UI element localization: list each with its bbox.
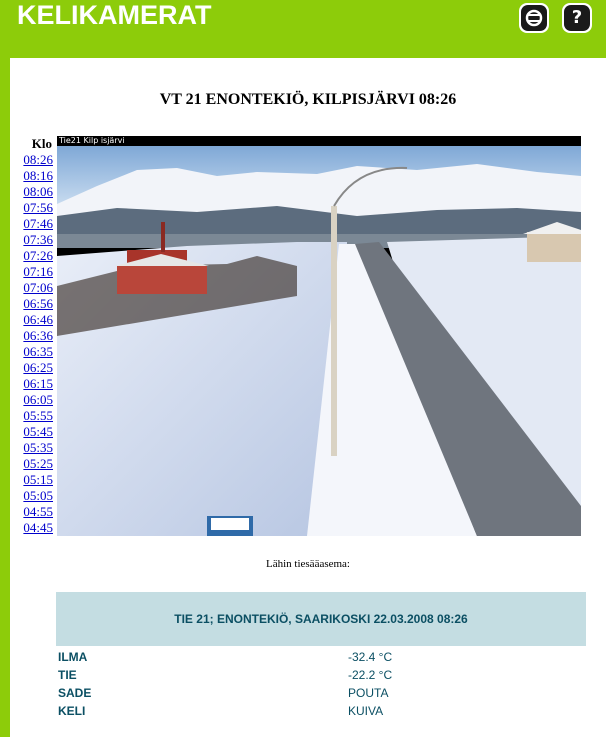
weather-row — [56, 702, 586, 720]
time-link[interactable]: 05:45 — [23, 424, 53, 439]
weather-label: KELI — [58, 704, 86, 718]
time-link[interactable]: 04:45 — [23, 520, 53, 535]
settings-icon[interactable] — [519, 3, 549, 33]
weather-label: SADE — [58, 686, 92, 700]
time-link[interactable]: 07:26 — [23, 248, 53, 263]
time-link[interactable]: 05:55 — [23, 408, 53, 423]
time-link[interactable]: 06:05 — [23, 392, 53, 407]
content-panel — [10, 58, 606, 737]
camera-caption: Tie21 Kilp isjärvi — [57, 136, 581, 146]
weather-value: POUTA — [348, 686, 389, 700]
weather-row — [56, 684, 586, 702]
weather-label: TIE — [58, 668, 77, 682]
time-link[interactable]: 07:16 — [23, 264, 53, 279]
time-link[interactable]: 07:36 — [23, 232, 53, 247]
time-list-header: Klo — [31, 136, 52, 151]
camera-scene — [57, 146, 581, 536]
weather-value: -22.2 °C — [348, 668, 393, 682]
header-bar — [0, 0, 606, 58]
weather-row — [56, 648, 586, 666]
time-list — [19, 152, 53, 536]
camera-image — [57, 136, 581, 536]
station-header: TIE 21; ENONTEKIÖ, SAARIKOSKI 22.03.2008 08:26 — [56, 592, 586, 646]
time-link[interactable]: 08:16 — [23, 168, 53, 183]
time-link[interactable]: 06:56 — [23, 296, 53, 311]
time-link[interactable]: 05:35 — [23, 440, 53, 455]
time-link[interactable]: 08:06 — [23, 184, 53, 199]
weather-value: -32.4 °C — [348, 650, 393, 664]
help-icon[interactable] — [562, 3, 592, 33]
help-glyph: ? — [564, 5, 590, 31]
weather-value: KUIVA — [348, 704, 384, 718]
time-link[interactable]: 07:56 — [23, 200, 53, 215]
page-title: VT 21 ENONTEKIÖ, KILPISJÄRVI 08:26 — [159, 91, 457, 108]
time-link[interactable]: 05:25 — [23, 456, 53, 471]
time-link[interactable]: 04:55 — [23, 504, 53, 519]
time-link[interactable]: 06:46 — [23, 312, 53, 327]
time-link[interactable]: 07:46 — [23, 216, 53, 231]
time-link[interactable]: 06:35 — [23, 344, 53, 359]
time-link[interactable]: 06:36 — [23, 328, 53, 343]
time-link[interactable]: 08:26 — [23, 152, 53, 167]
site-logo[interactable]: KELIKAMERAT — [17, 0, 212, 30]
nearest-station-label: Lähin tiesääasema: — [266, 558, 350, 570]
weather-observations — [56, 648, 586, 720]
time-link[interactable]: 07:06 — [23, 280, 53, 295]
weather-label: ILMA — [58, 650, 88, 664]
time-link[interactable]: 06:15 — [23, 376, 53, 391]
time-link[interactable]: 05:15 — [23, 472, 53, 487]
weather-row — [56, 666, 586, 684]
time-link[interactable]: 05:05 — [23, 488, 53, 503]
time-link[interactable]: 06:25 — [23, 360, 53, 375]
